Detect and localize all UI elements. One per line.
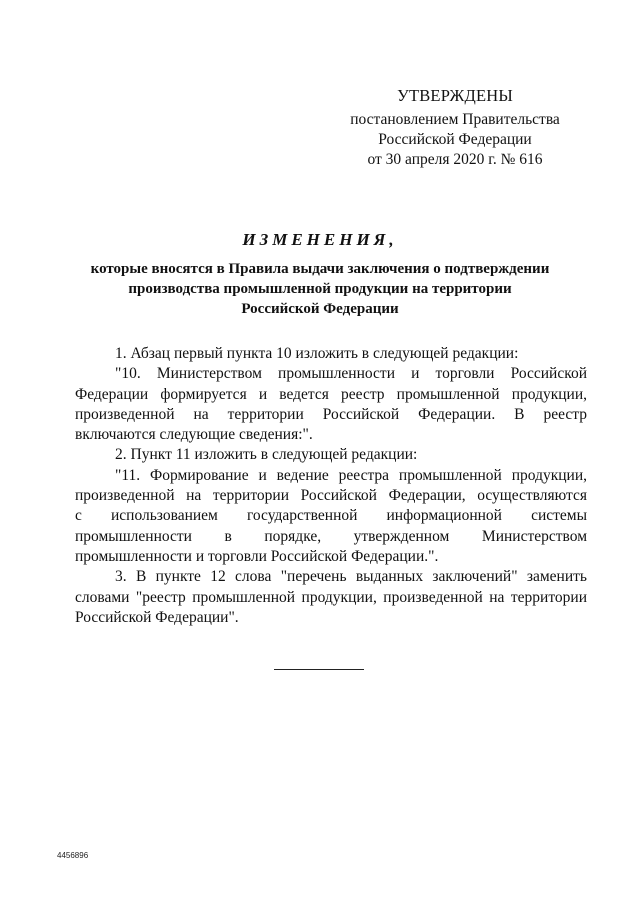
paragraph-5	[75, 567, 587, 628]
paragraph-3	[75, 445, 587, 465]
paragraph-4-line-5: промышленности и торговли Российской Федерации.".	[75, 547, 439, 565]
document-number: 4456896	[57, 851, 89, 860]
paragraph-5-line-1: 3. В пункте 12 слова "перечень выданных заключений" заменить	[115, 568, 587, 586]
paragraph-4-line-2: произведенной на территории Российской Федерации, осуществляются	[75, 487, 587, 505]
approval-line-2: Российской Федерации	[378, 131, 532, 148]
paragraph-2-line-2: Федерации формируется и ведется реестр промышленной продукции,	[75, 385, 587, 403]
approval-line-1: постановлением Правительства	[350, 111, 560, 128]
approval-stamp	[330, 86, 580, 170]
paragraph-1-text: 1. Абзац первый пункта 10 изложить в следующей редакции:	[115, 345, 519, 362]
subtitle-line-2: производства промышленной продукции на территории	[128, 281, 512, 297]
paragraph-5-line-3: Российской Федерации".	[75, 608, 239, 626]
document-body	[75, 344, 587, 628]
approval-line-3: от 30 апреля 2020 г. № 616	[367, 151, 543, 168]
paragraph-1	[75, 344, 587, 364]
paragraph-4-line-1: "11. Формирование и ведение реестра промышленной продукции,	[115, 466, 587, 484]
subtitle-line-3: Российской Федерации	[241, 301, 399, 317]
paragraph-3-text: 2. Пункт 11 изложить в следующей редакции:	[115, 446, 418, 464]
paragraph-2	[75, 364, 587, 445]
approval-title: УТВЕРЖДЕНЫ	[397, 86, 513, 105]
paragraph-5-line-2: словами "реестр промышленной продукции, произведенной на территории	[75, 588, 587, 606]
document-title: ИЗМЕНЕНИЯ,	[242, 230, 398, 249]
paragraph-4-line-3: с использованием государственной информационной системы	[75, 507, 587, 525]
document-subtitle	[60, 259, 580, 319]
paragraph-2-line-4: включаются следующие сведения:".	[75, 426, 313, 444]
paragraph-4	[75, 466, 587, 567]
paragraph-2-line-1: "10. Министерством промышленности и торговли Российской	[115, 365, 587, 383]
paragraph-2-line-3: произведенной на территории Российской Федерации. В реестр	[75, 405, 587, 423]
end-separator-line	[274, 669, 364, 670]
subtitle-line-1: которые вносятся в Правила выдачи заключения о подтверждении	[90, 261, 550, 277]
paragraph-4-line-4: промышленности в порядке, утвержденном Министерством	[75, 527, 587, 545]
